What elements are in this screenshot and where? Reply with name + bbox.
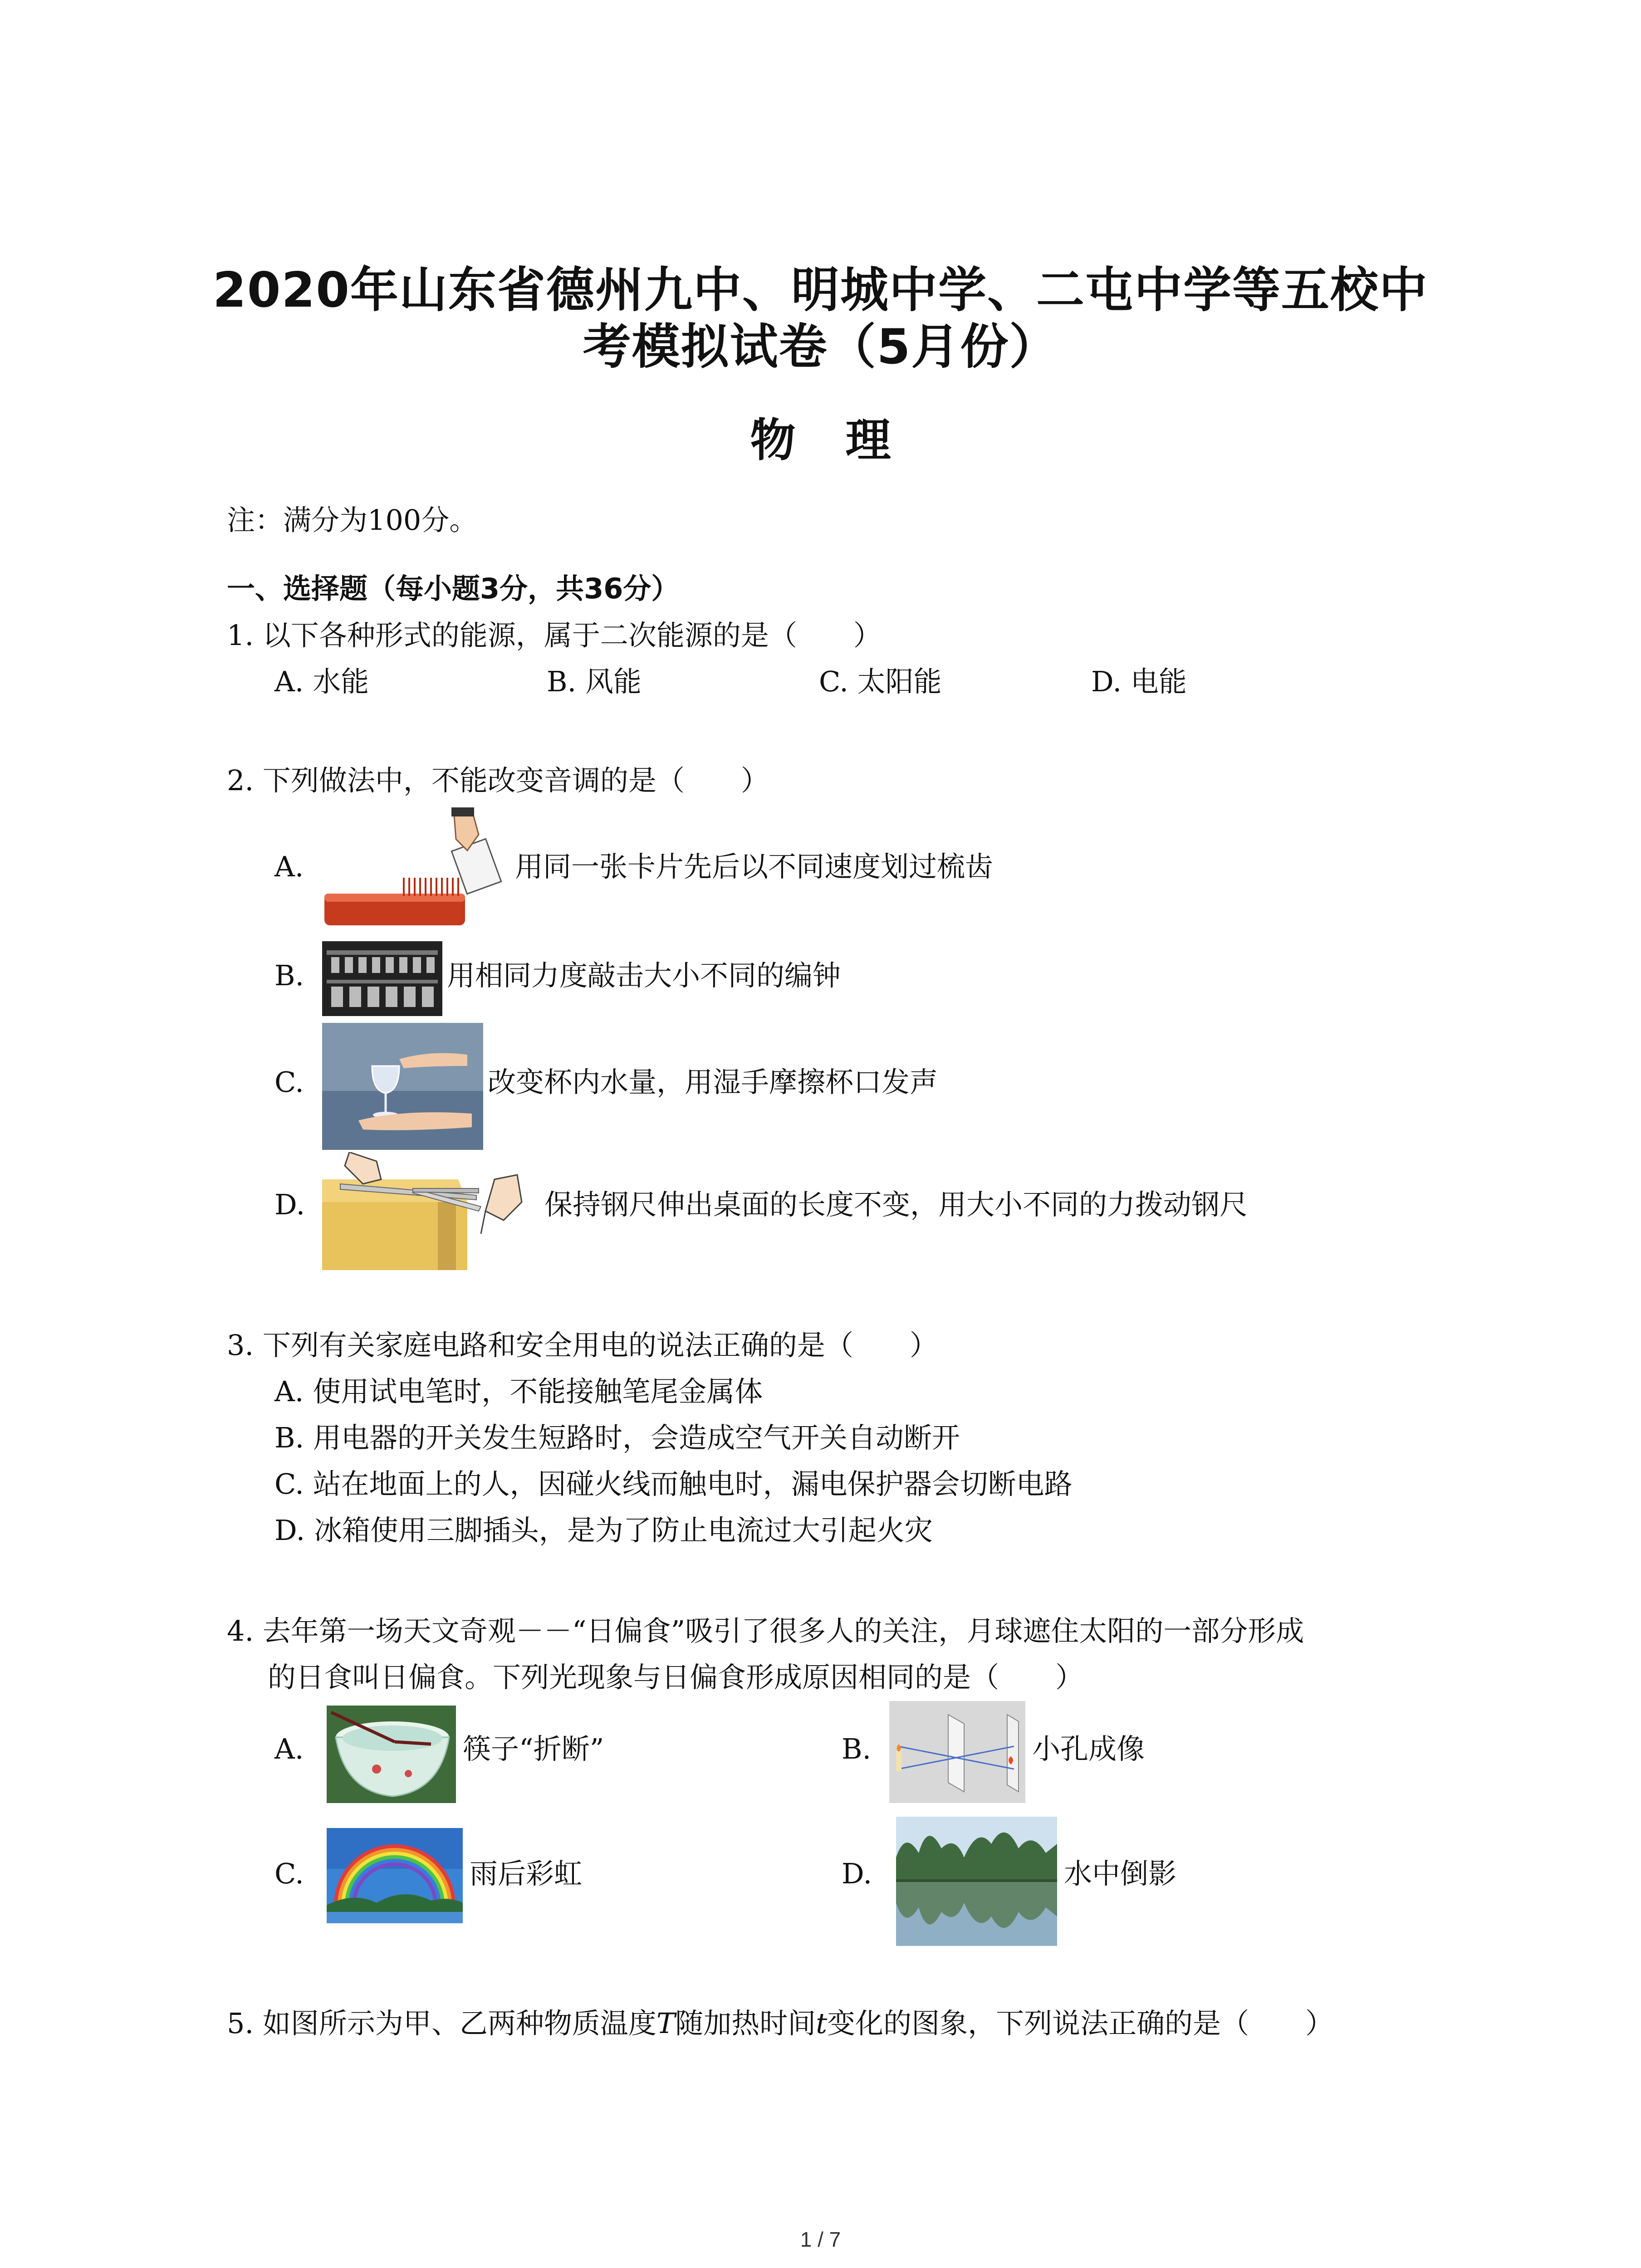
q2-option-c-letter: C. [274,1066,304,1099]
q5-stem-pre: 5. 如图所示为甲、乙两种物质温度 [227,2007,656,2040]
exam-title-line2: 考模拟试卷（5月份） [583,319,1058,375]
q3-option-c: C. 站在地面上的人，因碰火线而触电时，漏电保护器会切断电路 [274,1467,1073,1501]
q4-stem-line2: 的日食叫日偏食。下列光现象与日偏食形成原因相同的是（ ） [268,1661,1084,1694]
q1-option-c: C. 太阳能 [819,665,942,698]
q2-option-b-letter: B. [274,959,304,992]
bianzhong-bells-image [322,941,442,1016]
q3-stem: 3. 下列有关家庭电路和安全用电的说法正确的是（ ） [227,1329,938,1362]
q4-stem-line1: 4. 去年第一场天文奇观－－“日偏食”吸引了很多人的关注，月球遮住太阳的一部分形成 [227,1614,1304,1647]
q2-option-b-text: 用相同力度敲击大小不同的编钟 [447,959,841,992]
q5-var-t: t [816,2007,828,2040]
q4-option-d-letter: D. [842,1857,872,1890]
q5-stem [227,2009,1333,2038]
wine-glass-image [322,1023,483,1150]
q2-option-d-letter: D. [274,1188,305,1221]
q2-option-a-text: 用同一张卡片先后以不同速度划过梳齿 [515,850,994,883]
steel-ruler-image [322,1152,538,1270]
q2-option-a-letter: A. [274,850,304,883]
water-reflection-image [896,1817,1057,1946]
q1-option-d: D. 电能 [1091,665,1187,698]
rainbow-image [327,1828,463,1923]
q4-option-a-letter: A. [274,1732,304,1765]
q3-option-d: D. 冰箱使用三脚插头，是为了防止电流过大引起火灾 [274,1514,933,1547]
q3-option-a: A. 使用试电笔时，不能接触笔尾金属体 [274,1375,763,1408]
q2-option-c-text: 改变杯内水量，用湿手摩擦杯口发声 [488,1066,938,1099]
exam-title-line1: 2020年山东省德州九中、明城中学、二屯中学等五校中 [212,262,1429,318]
q1-option-a: A. 水能 [274,665,369,698]
chopsticks-bowl-image [327,1706,456,1803]
subject-heading: 物理 [750,414,941,467]
q1-stem: 1. 以下各种形式的能源，属于二次能源的是（ ） [227,619,882,652]
q4-option-c-text: 雨后彩虹 [470,1857,583,1890]
q2-option-d-text: 保持钢尺伸出桌面的长度不变，用大小不同的力拨动钢尺 [544,1188,1248,1221]
q4-option-d-text: 水中倒影 [1064,1857,1177,1890]
q5-stem-mid: 随加热时间 [675,2007,816,2040]
q1-option-b: B. 风能 [547,665,642,698]
pinhole-camera-image [889,1701,1025,1803]
section-heading: 一、选择题（每小题3分，共36分） [227,572,680,605]
q4-option-c-letter: C. [274,1857,304,1890]
q5-var-T: T [656,2007,676,2040]
q4-option-a-text: 筷子“折断” [463,1732,604,1765]
q2-stem: 2. 下列做法中，不能改变音调的是（ ） [227,764,769,797]
q3-option-b: B. 用电器的开关发生短路时，会造成空气开关自动断开 [274,1421,960,1454]
q5-stem-post: 变化的图象，下列说法正确的是（ ） [827,2007,1334,2040]
score-note: 注：满分为100分。 [227,503,478,537]
comb-card-image [322,807,513,934]
page-number: 1 / 7 [800,2228,841,2251]
q4-option-b-text: 小孔成像 [1032,1732,1145,1765]
q4-option-b-letter: B. [842,1732,872,1765]
